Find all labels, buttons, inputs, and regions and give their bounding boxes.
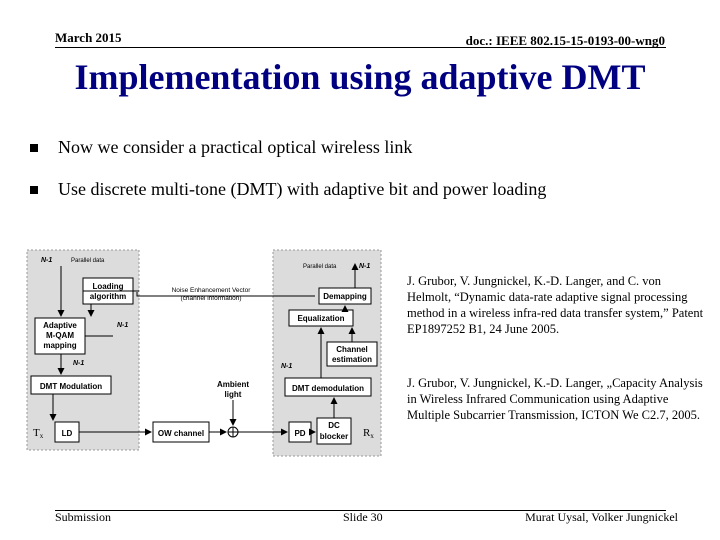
header-date: March 2015	[55, 30, 122, 45]
adaptive-mqam-label: Adaptive M-QAM mapping	[43, 321, 77, 350]
dmt-demodulation-label: DMT demodulation	[292, 384, 364, 393]
dc-blocker-label: DC blocker	[319, 421, 349, 441]
bullet-square-icon	[30, 186, 38, 194]
tx-label: Tx	[33, 427, 44, 440]
bullet-item	[30, 179, 546, 200]
rx-n1-label: N-1	[359, 263, 371, 270]
footer-authors: Murat Uysal, Volker Jungnickel	[525, 510, 678, 524]
tx-n1-low-label: N-1	[73, 360, 85, 367]
tx-n1-mid-label: N-1	[117, 322, 129, 329]
footer-slide-number: Slide 30	[343, 510, 383, 524]
reference-1: J. Grubor, V. Jungnickel, K.-D. Langer, and C. von Helmolt, “Dynamic data-rate adaptive signal processing method in a wireless infra-red data transfer system,” Patent EP1897252 B1, 24 June 2005.	[407, 274, 704, 336]
bullet-text: Use discrete multi-tone (DMT) with adaptive bit and power loading	[58, 179, 547, 199]
reference-2: J. Grubor, V. Jungnickel, K.-D. Langer, „Capacity Analysis in Wireless Infrared Communication using Adaptive Multiple Subcarrier Transmission, ICTON We C2.7, 2005.	[407, 376, 703, 422]
dmt-modulation-label: DMT Modulation	[39, 382, 103, 391]
header-rule	[55, 47, 666, 48]
ld-label: LD	[61, 429, 73, 438]
slide-title: Implementation using adaptive DMT	[74, 57, 646, 97]
noise-vector-label: Noise Enhancement Vector (channel information)	[171, 287, 251, 302]
loading-algorithm-label: Loading algorithm	[89, 282, 127, 301]
tx-n1-label: N-1	[41, 257, 53, 264]
footer-submission: Submission	[55, 510, 112, 524]
pd-label: PD	[294, 429, 306, 438]
ow-channel-label: OW channel	[157, 429, 205, 438]
tx-parallel-data-label: Parallel data	[71, 258, 105, 264]
demapping-label: Demapping	[323, 292, 367, 301]
header-doc-id: doc.: IEEE 802.15-15-0193-00-wng0	[465, 33, 665, 48]
channel-estimation-label: Channel estimation	[331, 345, 373, 364]
rx-n1-mid-label: N-1	[281, 363, 293, 370]
dmt-block-diagram	[25, 248, 403, 458]
bullet-square-icon	[30, 144, 38, 152]
bullet-text: Now we consider a practical optical wireless link	[58, 137, 413, 157]
rx-parallel-data-label: Parallel data	[303, 264, 337, 270]
ambient-light-label: Ambient light	[217, 380, 249, 399]
equalization-label: Equalization	[297, 314, 345, 323]
bullet-item	[30, 137, 412, 158]
rx-label: Rx	[363, 427, 374, 440]
